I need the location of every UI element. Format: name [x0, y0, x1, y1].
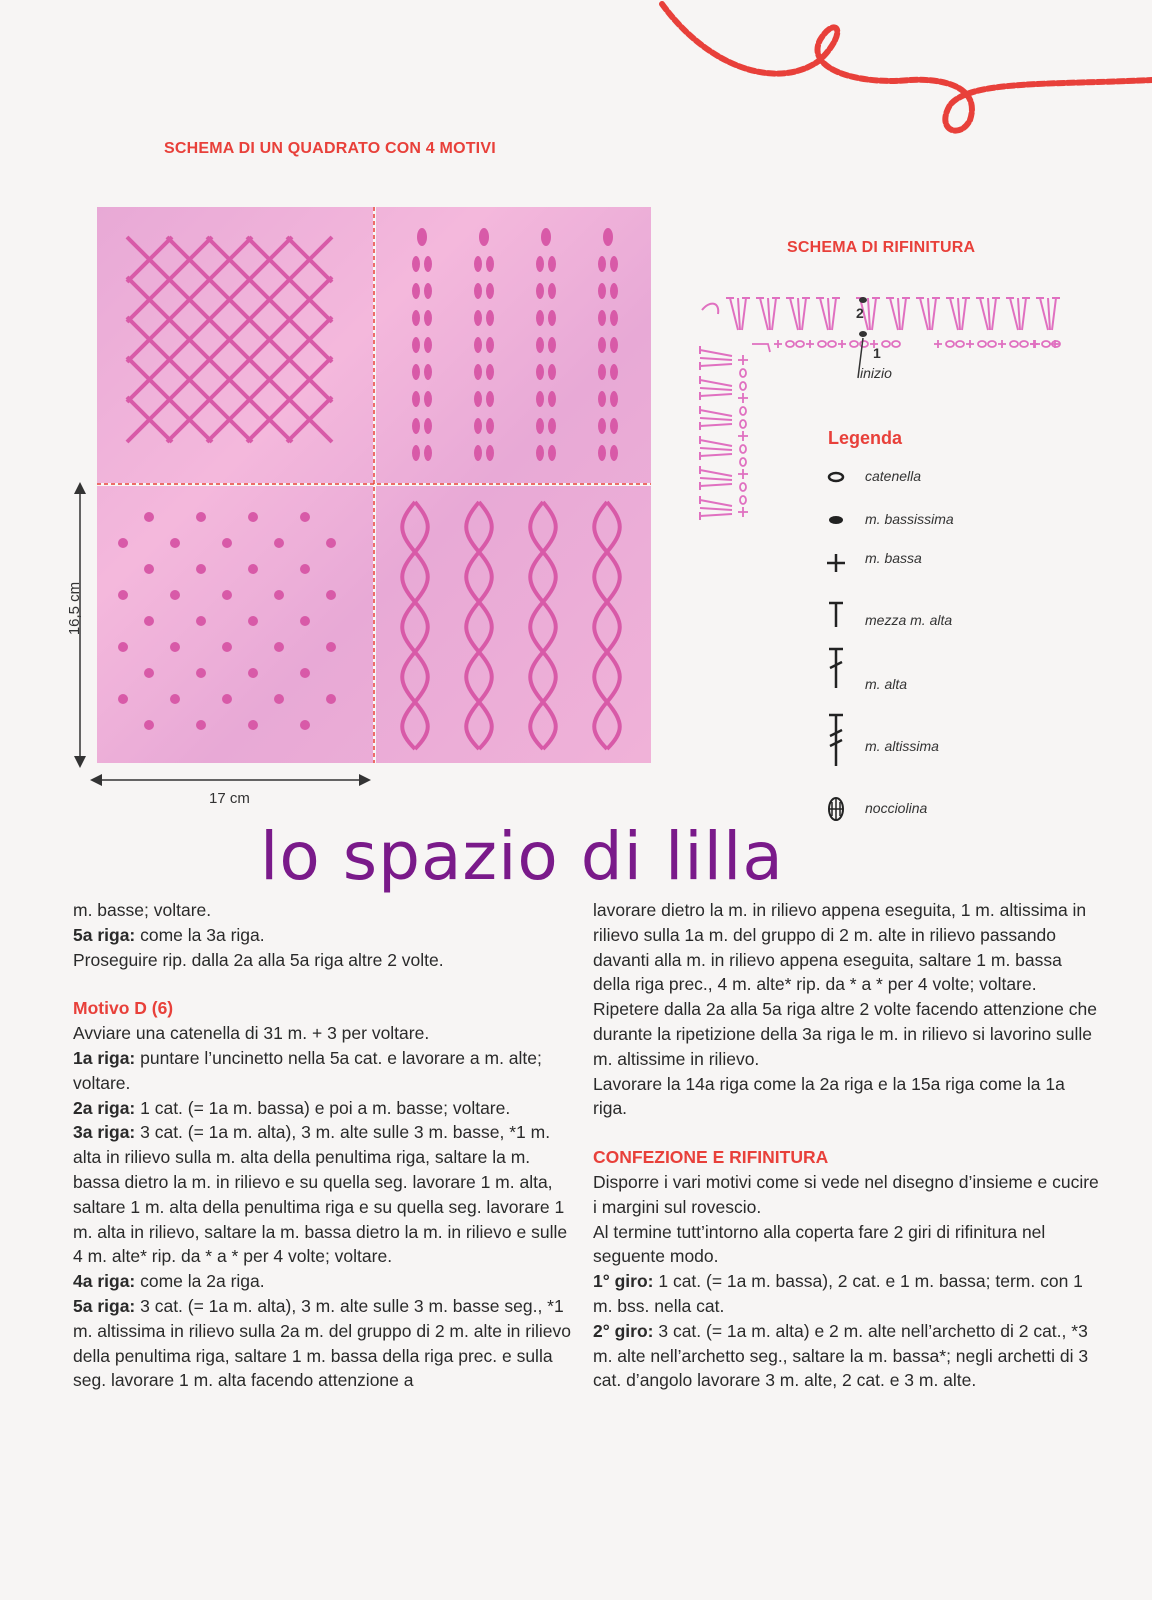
half-double-icon — [825, 600, 847, 628]
legend-label: mezza m. alta — [865, 612, 953, 628]
row-label: 2a riga: — [73, 1097, 136, 1118]
legend-label: m. bassa — [865, 550, 922, 566]
row-text: puntare l’uncinetto nella 5a cat. e lavorare a m. alte; voltare. — [73, 1047, 542, 1093]
paragraph: Al termine tutt’intorno alla coperta fare 2 giri di rifinitura nel seguente modo. — [593, 1221, 1046, 1267]
legend-label: catenella — [865, 468, 922, 484]
paragraph: Avviare una catenella di 31 m. + 3 per voltare. — [73, 1023, 430, 1044]
row-label: 3a riga: — [73, 1122, 136, 1143]
legend-label: nocciolina — [865, 800, 928, 816]
instructions-right-column — [593, 898, 1103, 1393]
paragraph — [73, 1096, 573, 1121]
paragraph — [73, 1269, 573, 1294]
row-text: 3 cat. (= 1a m. alta), 3 m. alte sulle 3 m. basse, *1 m. alta in rilievo sulla m. alta della penultima riga, saltare la m. bassa dietro la m. in rilievo e su quella seg. lavorare 1 m. alta, saltare 1 m. alta della penultima riga e su quella seg. lavorare 1 m. alta in rilievo, saltare la m. bassa dietro la m. in rilievo e sulle 4 m. alte* rip. da * a * per 4 volte; voltare. — [73, 1122, 568, 1267]
row-label: 1a riga: — [73, 1047, 136, 1068]
paragraph: Lavorare la 14a riga come la 2a riga e la 15a riga come la 1a riga. — [593, 1073, 1065, 1119]
bobble-icon — [825, 796, 847, 822]
paragraph — [73, 923, 573, 948]
row-text: come la 2a riga. — [135, 1271, 265, 1292]
slip-stitch-icon — [825, 513, 847, 527]
legend-label: m. altissima — [865, 738, 939, 754]
paragraph: Ripetere dalla 2a alla 5a riga altre 2 volte facendo attenzione che durante la ripetizione della 3a riga le m. in rilievo si lavorino sulle m. altissime in rilievo. — [593, 999, 1097, 1069]
seam-lines — [97, 207, 651, 763]
paragraph — [73, 1294, 573, 1393]
round-1-label: 1 — [873, 345, 881, 361]
row-label: 4a riga: — [73, 1271, 136, 1292]
instructions-left-column — [73, 898, 573, 1393]
row-text: 1 cat. (= 1a m. bassa) e poi a m. basse; voltare. — [135, 1097, 511, 1118]
double-crochet-icon — [825, 646, 847, 690]
row-label: 5a riga: — [73, 1295, 136, 1316]
paragraph — [73, 1046, 573, 1096]
paragraph: m. basse; voltare. — [73, 900, 212, 920]
finishing-title: SCHEMA DI RIFINITURA — [787, 239, 976, 256]
legend-label: m. alta — [865, 676, 908, 692]
watermark: lo spazio di lilla — [260, 818, 784, 895]
treble-crochet-icon — [825, 712, 847, 768]
paragraph — [73, 1120, 573, 1269]
height-label: 16,5 cm — [66, 581, 84, 636]
motif-d-heading: Motivo D (6) — [73, 998, 174, 1019]
row-text: come la 3a riga. — [135, 924, 265, 945]
single-crochet-icon — [825, 552, 847, 574]
paragraph: Proseguire rip. dalla 2a alla 5a riga altre 2 volte. — [73, 949, 444, 970]
paragraph — [593, 1319, 1103, 1393]
legend-label: m. bassissima — [865, 511, 954, 527]
paragraph: lavorare dietro la m. in rilievo appena eseguita, 1 m. altissima in rilievo sulla 1a m. del gruppo di 2 m. alte in rilievo passando davanti alla m. in rilievo appena eseguita, saltare 1 m. bassa della riga prec., 4 m. alte* rip. da * a * per 4 volte; voltare. — [593, 900, 1087, 995]
row-label: 5a riga: — [73, 924, 136, 945]
chain-icon — [825, 470, 847, 484]
round-label: 1° giro: — [593, 1271, 654, 1292]
round-label: 2° giro: — [593, 1320, 654, 1341]
motif-grid — [97, 207, 651, 763]
round-2-label: 2 — [856, 305, 864, 321]
schema-title: SCHEMA DI UN QUADRATO CON 4 MOTIVI — [164, 140, 496, 157]
finishing-diagram — [690, 290, 1090, 530]
row-text: 3 cat. (= 1a m. alta), 3 m. alte sulle 3 m. basse seg., *1 m. altissima in rilievo sulla 2a m. del gruppo di 2 m. alte in rilievo della penultima riga, saltare 1 m. bassa della riga prec. e sulla seg. lavorare 1 m. alta facendo attenzione a — [73, 1295, 571, 1391]
paragraph — [593, 1269, 1103, 1319]
legend-title: Legenda — [828, 428, 903, 448]
width-label: 17 cm — [209, 790, 250, 807]
width-arrow — [88, 772, 373, 788]
round-text: 1 cat. (= 1a m. bassa), 2 cat. e 1 m. bassa; term. con 1 m. bss. nella cat. — [593, 1271, 1083, 1316]
start-label: inizio — [860, 365, 892, 381]
paragraph: Disporre i vari motivi come si vede nel disegno d’insieme e cucire i margini sul rovescio. — [593, 1171, 1099, 1217]
round-text: 3 cat. (= 1a m. alta) e 2 m. alte nell’archetto di 2 cat., *3 m. alte nell’archetto seg., saltare la m. bassa*; negli archetti di 3 cat. d’angolo lavorare 3 m. alte, 2 cat. e 3 m. alte. — [593, 1320, 1089, 1391]
decorative-yarn — [650, 0, 1152, 150]
finishing-heading: CONFEZIONE E RIFINITURA — [593, 1147, 829, 1168]
